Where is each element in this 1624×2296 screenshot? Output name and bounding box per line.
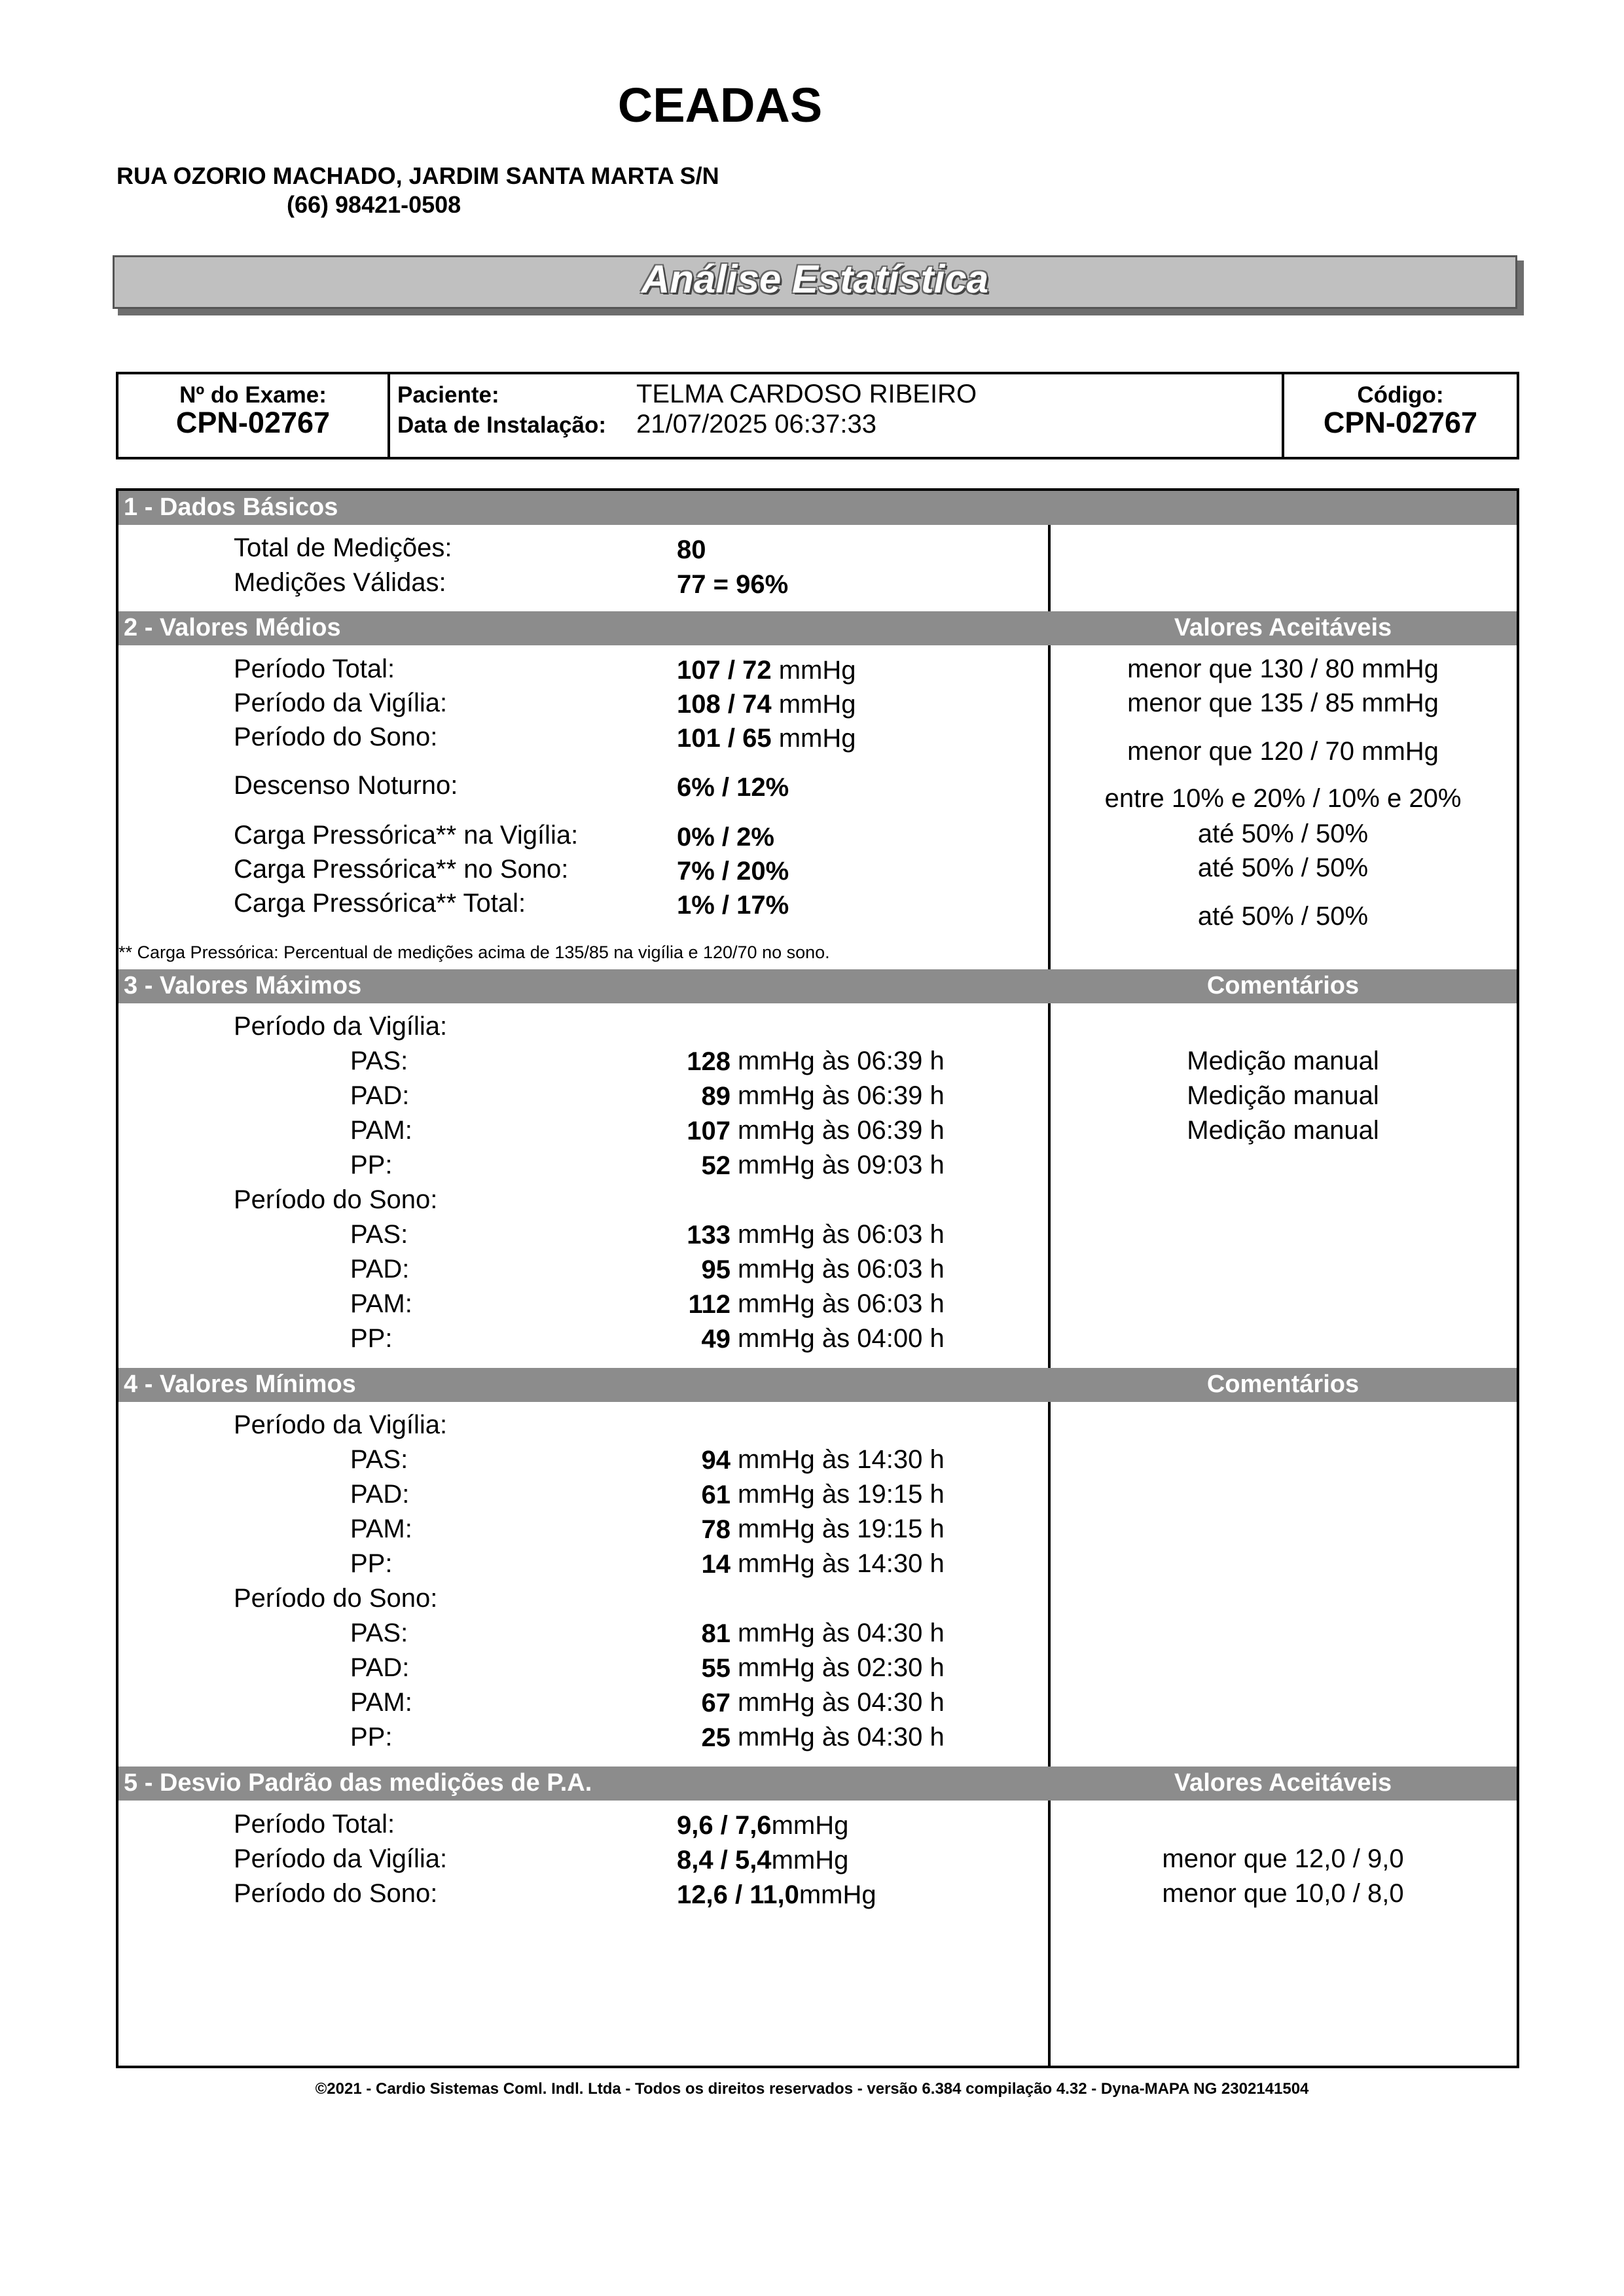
min-row-label: PAD: <box>350 1653 410 1682</box>
section3-title: 3 - Valores Máximos <box>124 972 362 999</box>
install-date-label: Data de Instalação: <box>397 412 606 438</box>
comment: Medição manual <box>1187 1116 1379 1145</box>
mean-row-value: 108 / 74 mmHg <box>677 690 856 719</box>
acceptable-value: menor que 130 / 80 mmHg <box>1127 655 1439 683</box>
section1-title: 1 - Dados Básicos <box>124 493 338 521</box>
max-row-unit: mmHg às 09:03 h <box>738 1151 945 1179</box>
patient-name: TELMA CARDOSO RIBEIRO <box>636 380 977 408</box>
code-value: CPN-02767 <box>1323 406 1478 439</box>
min-row-label: PAS: <box>350 1619 408 1647</box>
footnote: ** Carga Pressórica: Percentual de medições acima de 135/85 na vigília e 120/70 no sono. <box>118 942 830 962</box>
stddev-row-value: 12,6 / 11,0mmHg <box>677 1880 876 1909</box>
clinic-address: RUA OZORIO MACHADO, JARDIM SANTA MARTA S/N <box>117 162 719 189</box>
section4-right-title: Comentários <box>1206 1371 1360 1398</box>
min-row-unit: mmHg às 04:30 h <box>738 1688 945 1717</box>
min-row-value: 14 <box>701 1550 731 1579</box>
max-row-label: PAM: <box>350 1289 412 1318</box>
comment: Medição manual <box>1187 1081 1379 1110</box>
mean-row-label: Período Total: <box>234 655 395 683</box>
min-row-value: 67 <box>701 1689 731 1717</box>
section4-title: 4 - Valores Mínimos <box>124 1371 356 1398</box>
comment: Medição manual <box>1187 1047 1379 1075</box>
mean-row-label: Período da Vigília: <box>234 689 448 717</box>
max-row-label: PAS: <box>350 1220 408 1249</box>
min-row-unit: mmHg às 02:30 h <box>738 1653 945 1682</box>
divider <box>388 372 390 459</box>
stddev-row-value: 9,6 / 7,6mmHg <box>677 1811 849 1840</box>
valid-measurements-label: Medições Válidas: <box>234 568 446 597</box>
section5-right-title: Valores Aceitáveis <box>1174 1769 1392 1797</box>
min-row-unit: mmHg às 04:30 h <box>738 1619 945 1647</box>
column-divider <box>1048 488 1051 2068</box>
acceptable-value: até 50% / 50% <box>1197 902 1369 931</box>
min-row-label: PAD: <box>350 1480 410 1509</box>
min-row-label: PP: <box>350 1723 393 1751</box>
max-row-unit: mmHg às 06:39 h <box>738 1047 945 1075</box>
stddev-row-label: Período do Sono: <box>234 1879 438 1908</box>
min-row-unit: mmHg às 14:30 h <box>738 1549 945 1578</box>
period-sleep-label: Período do Sono: <box>234 1185 438 1214</box>
mean-row-value: 7% / 20% <box>677 857 789 886</box>
mean-row-value: 6% / 12% <box>677 773 789 802</box>
install-date: 21/07/2025 06:37:33 <box>636 410 877 439</box>
max-row-value: 49 <box>701 1325 731 1354</box>
min-row-value: 55 <box>701 1654 731 1683</box>
total-measurements-value: 80 <box>677 535 706 564</box>
max-row-value: 128 <box>687 1047 731 1076</box>
max-row-value: 52 <box>701 1151 731 1180</box>
mean-row-value: 101 / 65 mmHg <box>677 724 856 753</box>
min-row-label: PP: <box>350 1549 393 1578</box>
mean-row-label: Carga Pressórica** no Sono: <box>234 855 569 884</box>
min-row-value: 81 <box>701 1619 731 1648</box>
min-row-value: 25 <box>701 1723 731 1752</box>
max-row-unit: mmHg às 04:00 h <box>738 1324 945 1353</box>
acceptable-value: até 50% / 50% <box>1197 819 1369 848</box>
min-row-unit: mmHg às 19:15 h <box>738 1480 945 1509</box>
acceptable-value: menor que 135 / 85 mmHg <box>1127 689 1439 717</box>
acceptable-value: entre 10% e 20% / 10% e 20% <box>1104 784 1462 813</box>
section2-title: 2 - Valores Médios <box>124 614 341 641</box>
stddev-row-label: Período Total: <box>234 1810 395 1839</box>
exam-number-label: Nº do Exame: <box>179 382 327 408</box>
patient-label: Paciente: <box>397 382 499 408</box>
stddev-row-label: Período da Vigília: <box>234 1844 448 1873</box>
section5-title: 5 - Desvio Padrão das medições de P.A. <box>124 1769 592 1797</box>
max-row-value: 112 <box>688 1290 731 1319</box>
stddev-row-value: 8,4 / 5,4mmHg <box>677 1846 849 1874</box>
mean-row-label: Período do Sono: <box>234 723 438 751</box>
min-row-unit: mmHg às 14:30 h <box>738 1445 945 1474</box>
min-row-label: PAM: <box>350 1688 412 1717</box>
max-row-label: PAS: <box>350 1047 408 1075</box>
stddev-acceptable: menor que 10,0 / 8,0 <box>1162 1879 1404 1908</box>
max-row-label: PP: <box>350 1324 393 1353</box>
max-row-label: PAM: <box>350 1116 412 1145</box>
max-row-unit: mmHg às 06:03 h <box>738 1289 945 1318</box>
section3-right-title: Comentários <box>1206 972 1360 999</box>
exam-number: CPN-02767 <box>175 406 331 439</box>
min-row-label: PAM: <box>350 1515 412 1543</box>
max-row-label: PP: <box>350 1151 393 1179</box>
min-row-label: PAS: <box>350 1445 408 1474</box>
max-row-unit: mmHg às 06:03 h <box>738 1255 945 1283</box>
max-row-label: PAD: <box>350 1255 410 1283</box>
max-row-value: 95 <box>701 1255 731 1284</box>
clinic-name: CEADAS <box>617 78 823 132</box>
max-row-label: PAD: <box>350 1081 410 1110</box>
stddev-acceptable: menor que 12,0 / 9,0 <box>1162 1844 1404 1873</box>
min-row-unit: mmHg às 19:15 h <box>738 1515 945 1543</box>
code-label: Código: <box>1357 382 1444 408</box>
max-row-value: 89 <box>701 1082 731 1111</box>
section2-right-title: Valores Aceitáveis <box>1174 614 1392 641</box>
mean-row-value: 1% / 17% <box>677 891 789 920</box>
min-row-unit: mmHg às 04:30 h <box>738 1723 945 1751</box>
period-wake-label: Período da Vigília: <box>234 1012 448 1041</box>
max-row-unit: mmHg às 06:03 h <box>738 1220 945 1249</box>
max-row-unit: mmHg às 06:39 h <box>738 1081 945 1110</box>
mean-row-label: Carga Pressórica** na Vigília: <box>234 821 579 850</box>
clinic-phone: (66) 98421-0508 <box>287 191 461 218</box>
max-row-value: 107 <box>687 1117 731 1145</box>
acceptable-value: até 50% / 50% <box>1197 853 1369 882</box>
mean-row-value: 0% / 2% <box>677 823 774 852</box>
max-row-unit: mmHg às 06:39 h <box>738 1116 945 1145</box>
total-measurements-label: Total de Medições: <box>234 533 452 562</box>
min-row-value: 94 <box>701 1446 731 1475</box>
period-sleep-label: Período do Sono: <box>234 1584 438 1613</box>
acceptable-value: menor que 120 / 70 mmHg <box>1127 737 1439 766</box>
mean-row-value: 107 / 72 mmHg <box>677 656 856 685</box>
copyright-footer: ©2021 - Cardio Sistemas Coml. Indl. Ltda - Todos os direitos reservados - versão 6.384 compilação 4.32 - Dyna-MAPA NG 2302141504 <box>315 2080 1309 2098</box>
page-title: Análise Estatística <box>641 257 989 301</box>
period-wake-label: Período da Vigília: <box>234 1410 448 1439</box>
mean-row-label: Descenso Noturno: <box>234 771 458 800</box>
min-row-value: 78 <box>701 1515 731 1544</box>
valid-measurements-value: 77 = 96% <box>677 570 789 599</box>
min-row-value: 61 <box>701 1480 731 1509</box>
mean-row-label: Carga Pressórica** Total: <box>234 889 526 918</box>
max-row-value: 133 <box>687 1221 731 1249</box>
